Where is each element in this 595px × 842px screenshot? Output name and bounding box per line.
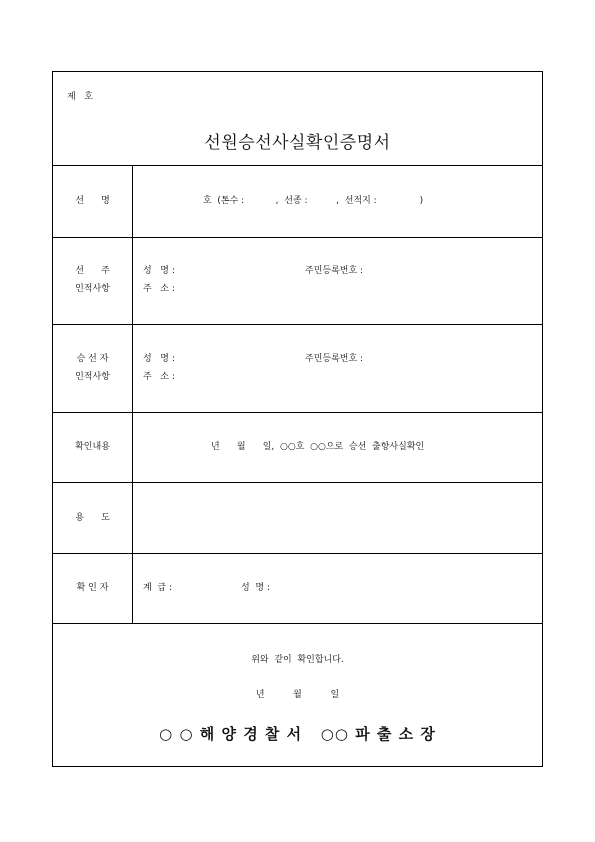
confirm-content-value: 년 월 일, ○○호 ○○으로 승선 출항사실확인 [211,442,425,452]
confirmation-statement: 위와 같이 확인합니다. [251,655,344,665]
crew-label-line2: 인적사항 [75,372,110,382]
owner-address-label: 주 소 : [143,284,175,294]
owner-name-label: 성 명 : [143,266,175,276]
divider [53,324,542,325]
crew-address-label: 주 소 : [143,372,175,382]
document-number-label: 제 호 [67,92,93,102]
ship-name-label: 선 명 [75,196,110,206]
issue-date: 년 월 일 [255,690,340,700]
confirmer-rank-label: 계 급 : [143,583,173,593]
divider [53,237,542,238]
divider [53,165,542,166]
divider [53,412,542,413]
confirmer-name-label: 성 명 : [241,583,271,593]
purpose-label: 용 도 [75,513,110,523]
divider [53,553,542,554]
confirm-content-label: 확인내용 [75,442,110,452]
owner-label-line1: 선 주 [75,266,110,276]
owner-id-label: 주민등록번호 : [305,266,364,276]
crew-id-label: 주민등록번호 : [305,354,364,364]
owner-label-line2: 인적사항 [75,284,110,294]
confirmer-label: 확 인 자 [76,583,109,593]
crew-label-line1: 승 선 자 [76,354,109,364]
ship-name-value: 호 (톤수 : , 선종 : , 선적지 : ) [203,196,424,206]
issuer-name: ○ ○ 해 양 경 찰 서 ○○ 파 출 소 장 [159,725,436,743]
certificate-form [52,71,543,767]
document-title: 선원승선사실확인증명서 [204,133,391,153]
divider [53,623,542,624]
crew-name-label: 성 명 : [143,354,175,364]
divider [53,482,542,483]
label-column-divider [132,165,133,623]
